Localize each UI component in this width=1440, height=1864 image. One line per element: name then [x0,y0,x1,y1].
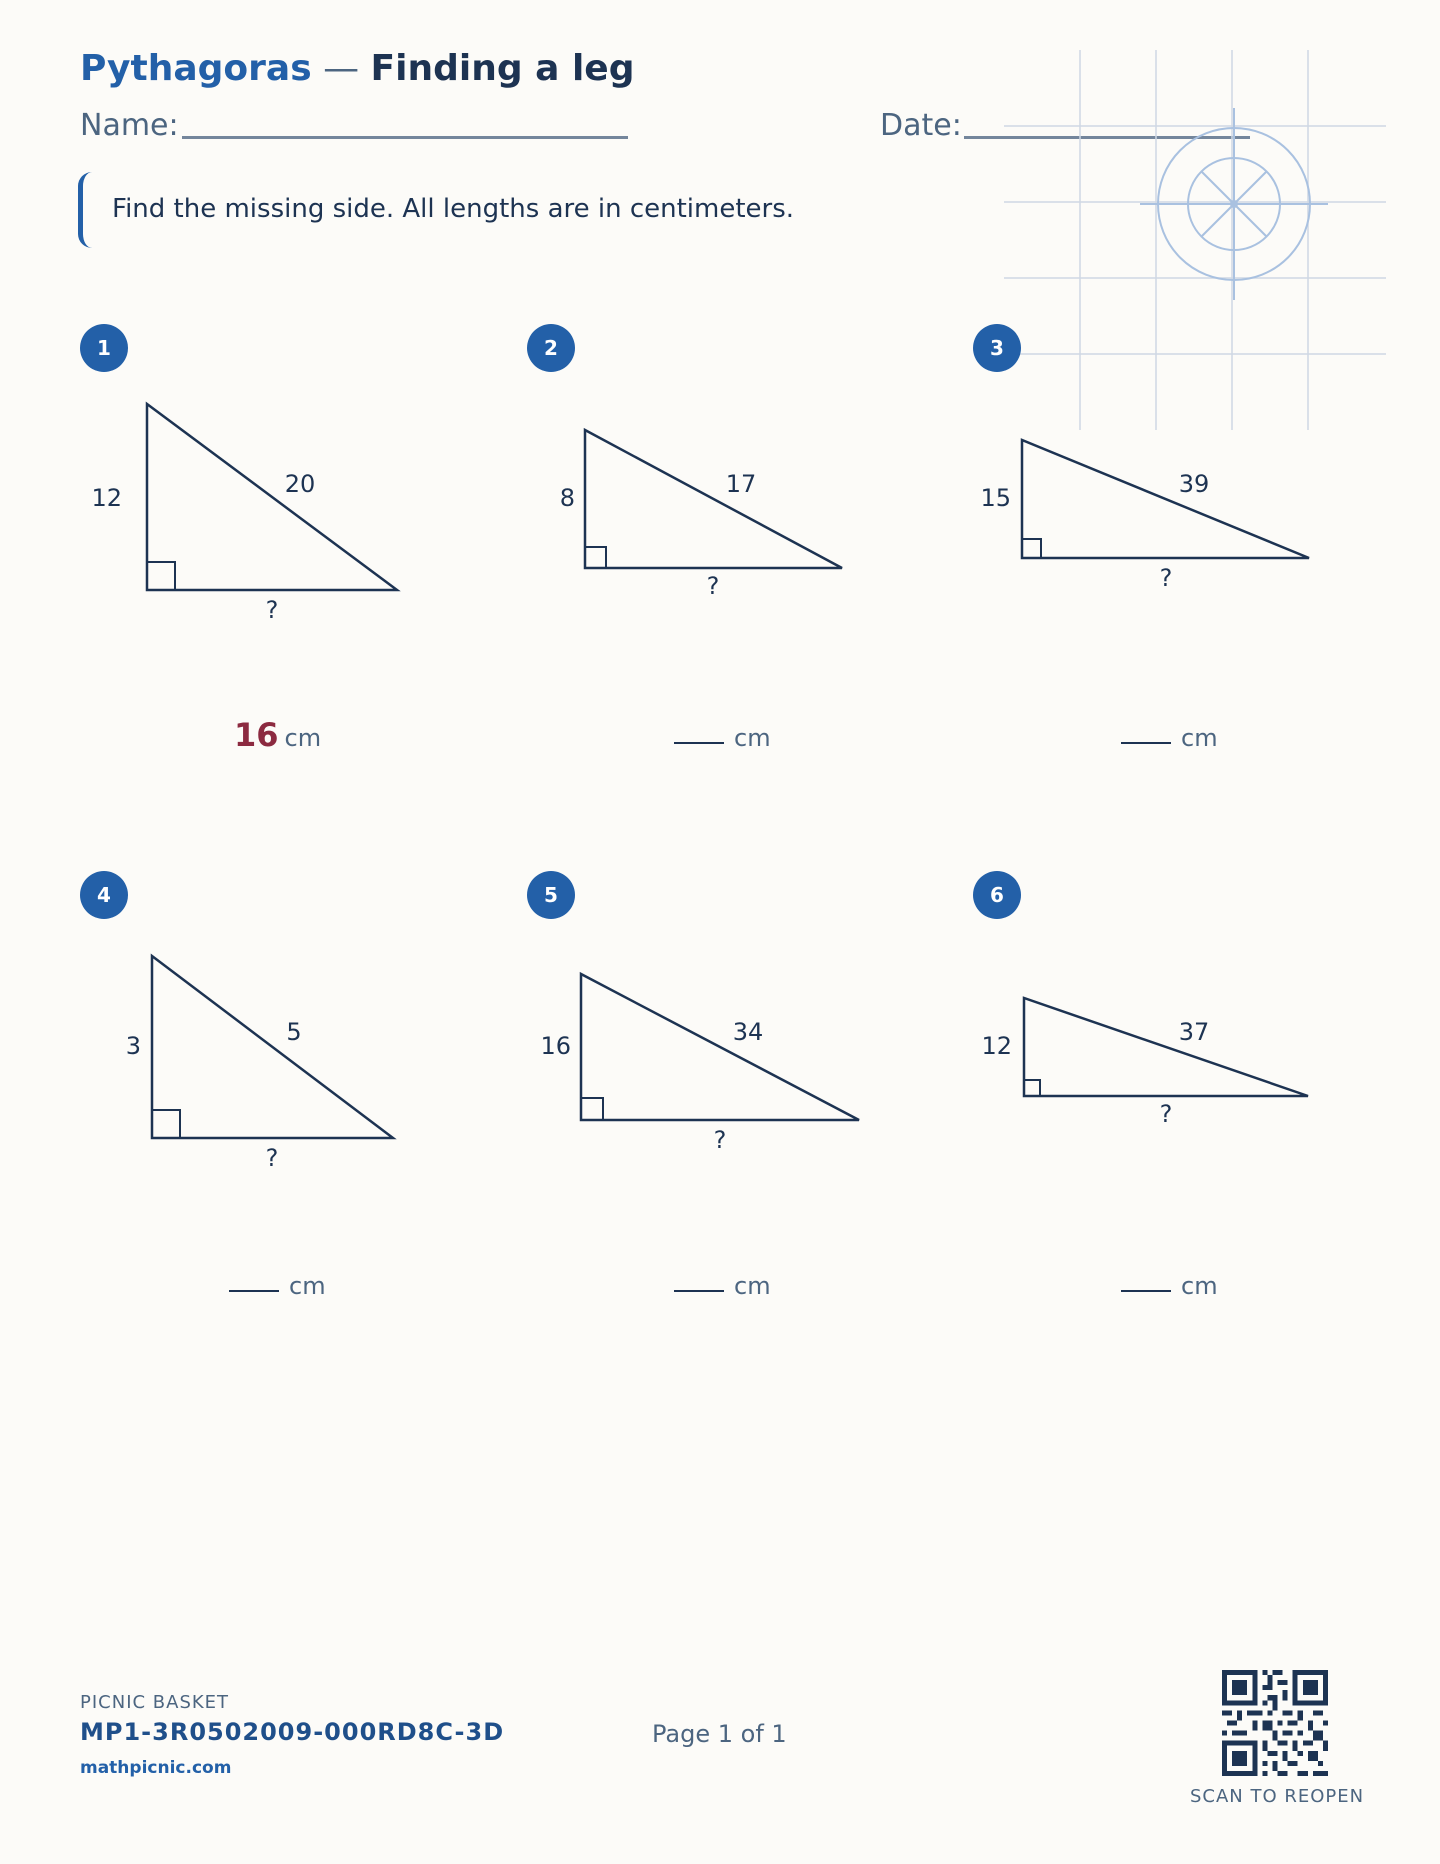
triangle-diagram [80,380,440,650]
triangle-outline [581,974,859,1120]
leg-label: 8 [559,484,575,512]
right-angle-marker [1022,539,1041,558]
answer-unit: cm [734,724,771,752]
unknown-leg-label: ? [713,1126,727,1154]
problem-number-badge: 4 [80,871,128,919]
hypotenuse-label: 20 [284,470,316,498]
worksheet-title [80,48,634,89]
answer-unit: cm [284,724,322,752]
leg-label: 12 [91,484,122,512]
unknown-leg-label: ? [265,1144,279,1172]
right-angle-marker [581,1098,603,1120]
triangle-diagram [960,380,1320,650]
problem-number-badge: 3 [973,324,1021,372]
leg-label: 3 [125,1032,141,1060]
right-angle-marker [1024,1080,1040,1096]
triangle-diagram [960,930,1320,1200]
right-angle-marker [152,1110,180,1138]
hypotenuse-label: 34 [732,1018,764,1046]
scan-label: SCAN TO REOPEN [1190,1786,1365,1807]
triangle-outline [585,430,842,568]
footer-link[interactable]: mathpicnic.com [80,1758,232,1778]
page-indicator: Page 1 of 1 [652,1720,787,1748]
answer-field[interactable] [229,1272,326,1300]
problem-number-badge: 6 [973,871,1021,919]
right-angle-marker [147,562,175,590]
answer-field[interactable] [234,716,321,754]
title-topic: Pythagoras [80,48,312,89]
answer-blank[interactable] [1121,742,1171,744]
triangle-diagram [80,930,440,1200]
right-angle-marker [585,547,606,568]
answer-blank[interactable] [229,1290,279,1292]
answer-unit: cm [289,1272,326,1300]
unknown-leg-label: ? [1159,1100,1173,1128]
answer-unit: cm [734,1272,771,1300]
qr-code-icon[interactable] [1222,1670,1328,1776]
unknown-leg-label: ? [1159,564,1173,592]
triangle-outline [1024,998,1308,1096]
instruction-accent-bar [78,172,95,248]
worksheet-code: MP1-3R0502009-000RD8C-3D [80,1718,505,1746]
hypotenuse-label: 5 [286,1018,302,1046]
answer-blank[interactable] [674,742,724,744]
triangle-outline [152,956,393,1138]
leg-label: 15 [980,484,1011,512]
unknown-leg-label: ? [706,572,720,600]
answer-blank[interactable] [674,1290,724,1292]
problem-number-badge: 2 [527,324,575,372]
title-subtopic: Finding a leg [370,48,635,89]
problem-number-badge: 1 [80,324,128,372]
footer-brand: PICNIC BASKET [80,1692,230,1713]
leg-label: 16 [540,1032,571,1060]
hypotenuse-label: 37 [1178,1018,1210,1046]
answer-unit: cm [1181,724,1218,752]
hypotenuse-label: 39 [1178,470,1210,498]
leg-label: 12 [981,1032,1012,1060]
answer-unit: cm [1181,1272,1218,1300]
name-label: Name: [80,108,179,143]
triangle-outline [1022,440,1309,558]
problem-number-badge: 5 [527,871,575,919]
answer-field[interactable] [1121,724,1218,752]
crosshair-target-icon [1004,50,1390,434]
answer-field[interactable] [1121,1272,1218,1300]
triangle-diagram [520,930,880,1200]
hypotenuse-label: 17 [725,470,757,498]
date-label: Date: [880,108,962,143]
triangle-outline [147,404,397,590]
answer-field[interactable] [674,1272,771,1300]
answer-field[interactable] [674,724,771,752]
answer-value: 16 [234,716,279,754]
title-separator: — [311,48,371,89]
triangle-diagram [520,380,880,650]
unknown-leg-label: ? [265,596,279,624]
answer-blank[interactable] [1121,1290,1171,1292]
name-field-line[interactable] [182,136,628,139]
instruction-text: Find the missing side. All lengths are in centimeters. [112,194,795,224]
